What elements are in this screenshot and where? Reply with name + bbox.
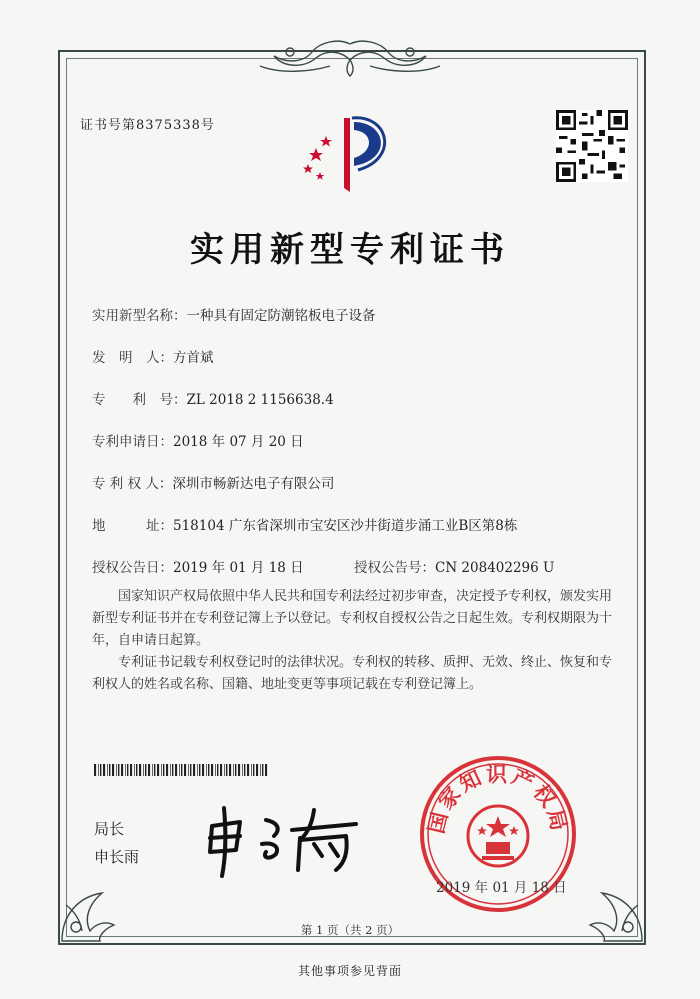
grant-date-label: 授权公告日：: [92, 560, 173, 576]
address-label: 地 址：: [92, 518, 173, 534]
certificate-title: 实用新型专利证书: [190, 230, 510, 270]
seal-text: 国家知识产权局: [424, 762, 572, 836]
seal-date: 2019 年 01 月 18 日: [436, 880, 567, 896]
qr-code-icon: [556, 110, 628, 182]
director-name: 申长雨: [94, 848, 140, 866]
director-signature-icon: [196, 800, 376, 880]
patent-number-row: [92, 388, 334, 408]
barcode-icon: [94, 764, 270, 776]
grant-number-label: 授权公告号：: [354, 560, 435, 576]
inventor-label: 发 明 人：: [92, 350, 173, 366]
certificate-number: 证书号第8375338号: [80, 118, 215, 133]
footer-note: 其他事项参见背面: [297, 964, 402, 978]
patentee-value: 深圳市畅新达电子有限公司: [172, 476, 335, 492]
patent-office-logo-icon: [296, 108, 406, 198]
filing-date-value: 2018 年 07 月 20 日: [173, 434, 304, 450]
filing-date-row: [92, 430, 304, 450]
utility-model-name-label: 实用新型名称：: [92, 308, 187, 324]
grant-statement-paragraph: 国家知识产权局依照中华人民共和国专利法经过初步审查，决定授予专利权，颁发实用新型专利证书并在专利登记簿上予以登记。专利权自授权公告之日起生效。专利权期限为十年，自申请日起算。: [92, 589, 613, 648]
patentee-row: [92, 472, 334, 492]
address-row: [92, 514, 517, 534]
utility-model-name-value: 一种具有固定防潮铭板电子设备: [186, 308, 376, 324]
grant-date-value: 2019 年 01 月 18 日: [173, 560, 304, 576]
utility-model-name-row: [92, 304, 376, 324]
filing-date-label: 专利申请日：: [92, 434, 173, 450]
page-number: 第 1 页（共 2 页）: [300, 923, 400, 937]
grant-number-value: CN 208402296 U: [435, 560, 555, 576]
patent-number-label: 专 利 号：: [92, 392, 187, 408]
address-value: 518104 广东省深圳市宝安区沙井街道步涌工业B区第8栋: [173, 518, 518, 534]
director-title: 局长: [94, 820, 125, 838]
grant-number-row: [354, 556, 554, 576]
inventor-row: [92, 346, 214, 366]
inventor-value: 方首斌: [173, 350, 214, 366]
grant-date-row: [92, 556, 304, 576]
top-ornament-icon: [250, 38, 450, 78]
patent-number-value: ZL 2018 2 1156638.4: [186, 392, 334, 408]
patentee-label: 专 利 权 人：: [92, 476, 173, 492]
legal-status-paragraph: 专利证书记载专利权登记时的法律状况。专利权的转移、质押、无效、终止、恢复和专利权人的姓名或名称、国籍、地址变更等事项记载在专利登记簿上。: [92, 655, 613, 692]
